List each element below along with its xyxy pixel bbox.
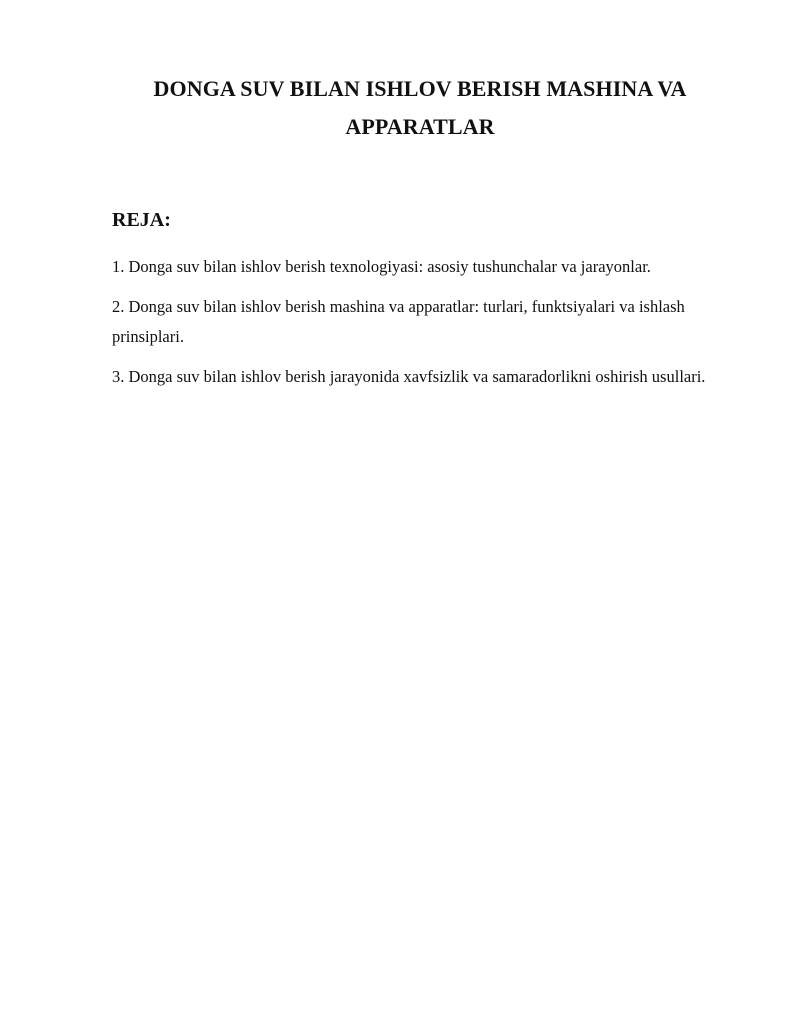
document-title [120,70,720,146]
title-line-2: APPARATLAR [345,114,495,139]
plan-list [112,252,712,402]
plan-item-1: 1. Donga suv bilan ishlov berish texnologiyasi: asosiy tushunchalar va jarayonlar. [112,257,651,276]
plan-heading: REJA: [112,209,171,231]
plan-item-3: 3. Donga suv bilan ishlov berish jarayonida xavfsizlik va samaradorlikni oshirish usullari. [112,367,706,386]
title-line-1: DONGA SUV BILAN ISHLOV BERISH MASHINA VA [153,76,687,101]
plan-item-2: 2. Donga suv bilan ishlov berish mashina va apparatlar: turlari, funktsiyalari va ishlash prinsiplari. [112,297,685,346]
